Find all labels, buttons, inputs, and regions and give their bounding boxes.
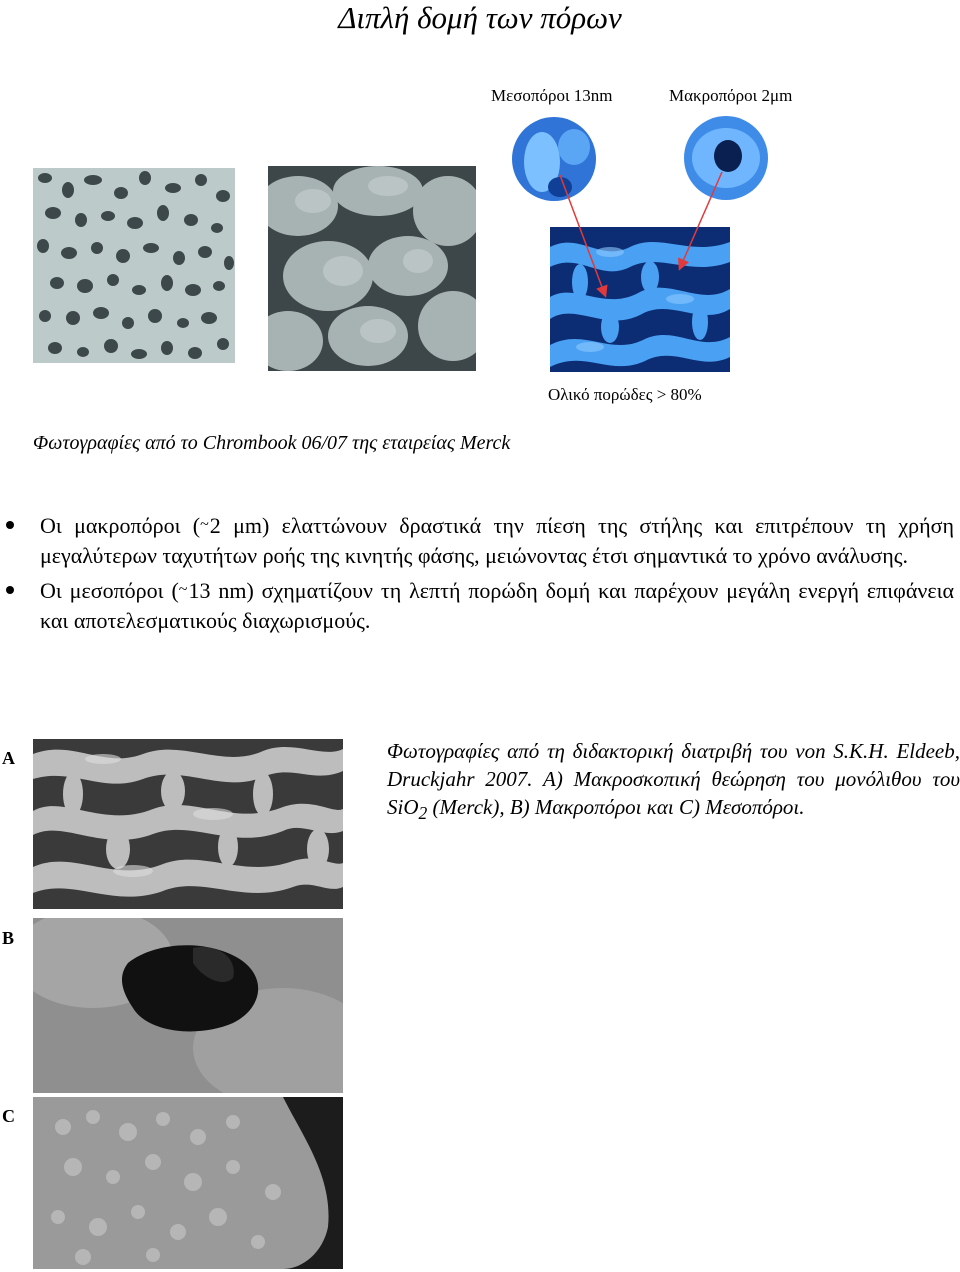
- bullet-dot: [6, 521, 14, 529]
- sem-photo-macrostructure: [268, 166, 476, 371]
- photo-source-caption: Φωτογραφίες από το Chrombook 06/07 της εταιρείας Merck: [33, 432, 511, 454]
- bullet-list: [0, 510, 960, 640]
- panel-letter-b: B: [2, 928, 15, 948]
- approx-symbol: ~: [178, 581, 189, 598]
- caption-text-end: (Merck), B) Μακροπόροι και C) Μεσοπόροι.: [427, 795, 805, 819]
- bullet-text-start: Οι μακροπόροι (: [40, 513, 201, 538]
- bullet-text-start: Οι μεσοπόροι (: [40, 578, 179, 603]
- sem-photo-network: [33, 168, 235, 363]
- bullet-text-end: 2 μm) ελαττώνουν δραστικά την πίεση της στήλης και επιτρέπουν τη χρήση μεγαλύτερων ταχυτήτων ροής της κινητής φάσης, μειώνοντας έτσι σημαντικά το χρόνο ανάλυσης.: [40, 513, 954, 568]
- thesis-caption: [387, 737, 960, 827]
- bullet-dot: [6, 586, 14, 594]
- sem-panel-b: [33, 918, 343, 1093]
- sem-panel-a: [33, 739, 343, 909]
- approx-symbol: ~: [200, 516, 210, 533]
- panel-letter-c: C: [2, 1106, 15, 1126]
- bullet-text-end: 13 nm) σχηματίζουν τη λεπτή πορώδη δομή και παρέχουν μεγάλη ενεργή επιφάνεια και αποτελεσματικούς διαχωρισμούς.: [40, 578, 955, 633]
- macropore-inset: [684, 116, 768, 200]
- macropores-label: Μακροπόροι 2μm: [669, 86, 793, 105]
- caption-subscript: 2: [418, 803, 428, 824]
- page-title: Διπλή δομή των πόρων: [338, 0, 622, 35]
- bullet-macropores: [0, 510, 960, 571]
- total-porosity-label: Ολικό πορώδες > 80%: [548, 385, 702, 404]
- bullet-mesopores: [0, 575, 960, 636]
- caption-text-start: Φωτογραφίες από τη διδακτορική διατριβή του von S.K.H. Eldeeb, Druckjahr 2007. A) Μακροσκοπική θεώρηση του μονόλιθου του SiO: [387, 739, 960, 819]
- mesopore-inset: [512, 117, 596, 201]
- sem-photo-blue: [550, 227, 730, 372]
- panel-letter-a: A: [2, 748, 15, 768]
- sem-panel-c: [33, 1097, 343, 1269]
- mesopores-label: Μεσοπόροι 13nm: [491, 86, 613, 105]
